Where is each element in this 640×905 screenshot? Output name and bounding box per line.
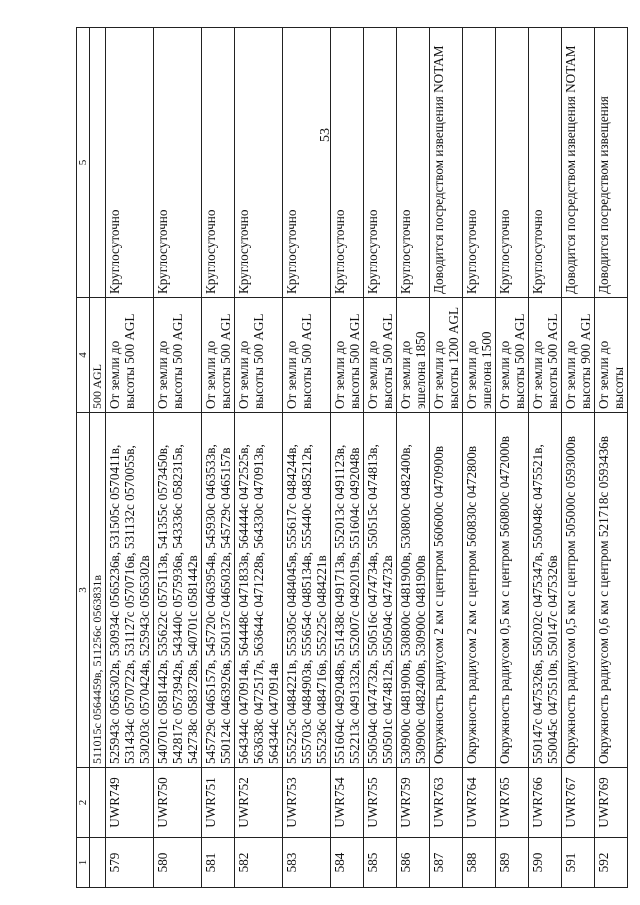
area-code: UWR763 xyxy=(430,768,463,838)
table-row xyxy=(331,28,364,888)
table-row xyxy=(430,28,463,888)
area-code: UWR765 xyxy=(496,768,529,838)
altitude-limits: От земли до высоты 900 AGL xyxy=(562,298,595,413)
coordinates: Окружность радиусом 0,5 км с центром 505000с 0593000в xyxy=(562,413,595,768)
coordinates: 564344с 0470914в, 564448с 0471833в, 564444с 0472525в, 563638с 0472517в, 563644с 0471228в, 564330с 0470913в, 564344с 0470914в xyxy=(235,413,283,768)
header-row xyxy=(77,28,90,888)
header-col-2: 2 xyxy=(77,768,90,838)
table-row xyxy=(235,28,283,888)
altitude-limits: От земли до высоты xyxy=(595,298,628,413)
table-row xyxy=(154,28,202,888)
row-number: 589 xyxy=(496,838,529,888)
row-number: 583 xyxy=(283,838,331,888)
coordinates: 550504с 0474732в, 550516с 0474734в, 550515с 0474813в, 550501с 0474812в, 550504с 0474732в xyxy=(364,413,397,768)
table-row xyxy=(397,28,430,888)
coordinates: Окружность радиусом 0,5 км с центром 560800с 0472000в xyxy=(496,413,529,768)
table-body xyxy=(90,28,628,888)
row-number: 587 xyxy=(430,838,463,888)
row-number: 584 xyxy=(331,838,364,888)
area-code: UWR749 xyxy=(106,768,154,838)
table-row xyxy=(283,28,331,888)
operating-mode: Круглосуточно xyxy=(529,28,562,298)
table-row xyxy=(562,28,595,888)
operating-mode: Круглосуточно xyxy=(283,28,331,298)
altitude-limits: От земли до высоты 500 AGL xyxy=(283,298,331,413)
area-code: UWR759 xyxy=(397,768,430,838)
coordinates: Окружность радиусом 2 км с центром 560830с 0472800в xyxy=(463,413,496,768)
altitude-limits: 500 AGL xyxy=(90,298,106,413)
table-row xyxy=(90,28,106,888)
row-number: 582 xyxy=(235,838,283,888)
page-number: 53 xyxy=(318,128,333,142)
row-number: 592 xyxy=(595,838,628,888)
coordinates: 550147с 0475326в, 550202с 0475347в, 550048с 0475521в, 550045с 0475510в, 550147с 0475326в xyxy=(529,413,562,768)
area-code: UWR766 xyxy=(529,768,562,838)
area-code: UWR751 xyxy=(202,768,235,838)
table-row xyxy=(202,28,235,888)
altitude-limits: От земли до высоты 500 AGL xyxy=(364,298,397,413)
altitude-limits: От земли до высоты 500 AGL xyxy=(106,298,154,413)
row-number: 591 xyxy=(562,838,595,888)
altitude-limits: От земли до высоты 500 AGL xyxy=(202,298,235,413)
coordinates: 555225с 0484221в, 555305с 0484045в, 555617с 0484244в, 555703с 0484903в, 555654с 0485134в, 555440с 0485212в, 555236с 0484716в, 555225с 0484221в xyxy=(283,413,331,768)
altitude-limits: От земли до высоты 500 AGL xyxy=(331,298,364,413)
operating-mode: Доводится посредством извещения xyxy=(595,28,628,298)
operating-mode: Круглосуточно xyxy=(463,28,496,298)
altitude-limits: От земли до высоты 500 AGL xyxy=(496,298,529,413)
header-col-4: 4 xyxy=(77,298,90,413)
area-code: UWR752 xyxy=(235,768,283,838)
table-row xyxy=(463,28,496,888)
row-number: 588 xyxy=(463,838,496,888)
header-col-3: 3 xyxy=(77,413,90,768)
area-code: UWR753 xyxy=(283,768,331,838)
table-row xyxy=(595,28,628,888)
altitude-limits: От земли до высоты 1200 AGL xyxy=(430,298,463,413)
area-code: UWR769 xyxy=(595,768,628,838)
area-code: UWR755 xyxy=(364,768,397,838)
area-code: UWR750 xyxy=(154,768,202,838)
row-number: 580 xyxy=(154,838,202,888)
coordinates: 551604с 0492048в, 551438с 0491713в, 552013с 0491123в, 552213с 0491332в, 552007с 0492019в, 551604с 0492048в xyxy=(331,413,364,768)
table-row xyxy=(106,28,154,888)
operating-mode: Круглосуточно xyxy=(364,28,397,298)
operating-mode: Круглосуточно xyxy=(154,28,202,298)
coordinates: 525943с 0565302в, 530934с 0565236в, 531505с 0570411в, 531434с 0570722в, 531127с 0570716в, 531132с 0570055в, 530203с 0570424в, 525943с 0565302в xyxy=(106,413,154,768)
operating-mode: Круглосуточно xyxy=(331,28,364,298)
row-number xyxy=(90,838,106,888)
coordinates: 511015с 0564459в, 511256с 0563831в xyxy=(90,413,106,768)
area-code: UWR754 xyxy=(331,768,364,838)
altitude-limits: От земли до высоты 500 AGL xyxy=(154,298,202,413)
operating-mode: Доводится посредством извещения NOTAM xyxy=(430,28,463,298)
coordinates: 540701с 0581442в, 535622с 0575113в, 541355с 0573450в, 542817с 0573942в, 543440с 0575936в, 543336с 0582315в, 542738с 0583728в, 540701с 0581442в xyxy=(154,413,202,768)
area-code xyxy=(90,768,106,838)
operating-mode: Доводится посредством извещения NOTAM xyxy=(562,28,595,298)
altitude-limits: От земли до эшелона 1850 xyxy=(397,298,430,413)
altitude-limits: От земли до эшелона 1500 xyxy=(463,298,496,413)
row-number: 579 xyxy=(106,838,154,888)
area-code: UWR767 xyxy=(562,768,595,838)
operating-mode: Круглосуточно xyxy=(496,28,529,298)
row-number: 590 xyxy=(529,838,562,888)
restricted-areas-table xyxy=(76,27,628,888)
area-code: UWR764 xyxy=(463,768,496,838)
coordinates: 530900с 0481900в, 530800с 0481900в, 530800с 0482400в, 530900с 0482400в, 530900с 0481900в xyxy=(397,413,430,768)
altitude-limits: От земли до высоты 500 AGL xyxy=(529,298,562,413)
table-row xyxy=(364,28,397,888)
coordinates: Окружность радиусом 2 км с центром 560600с 0470900в xyxy=(430,413,463,768)
row-number: 585 xyxy=(364,838,397,888)
operating-mode xyxy=(90,28,106,298)
table-row xyxy=(496,28,529,888)
coordinates: Окружность радиусом 0,6 км с центром 521718с 0593436в xyxy=(595,413,628,768)
operating-mode: Круглосуточно xyxy=(106,28,154,298)
row-number: 586 xyxy=(397,838,430,888)
row-number: 581 xyxy=(202,838,235,888)
operating-mode: Круглосуточно xyxy=(202,28,235,298)
rotated-page-content xyxy=(76,28,626,888)
coordinates: 545729с 0465157в, 545720с 0463954в, 545930с 0463533в, 550124с 0463926в, 550137с 0465032в, 545729с 0465157в xyxy=(202,413,235,768)
operating-mode: Круглосуточно xyxy=(235,28,283,298)
header-col-5: 5 xyxy=(77,28,90,298)
altitude-limits: От земли до высоты 500 AGL xyxy=(235,298,283,413)
table-row xyxy=(529,28,562,888)
operating-mode: Круглосуточно xyxy=(397,28,430,298)
header-col-1: 1 xyxy=(77,838,90,888)
